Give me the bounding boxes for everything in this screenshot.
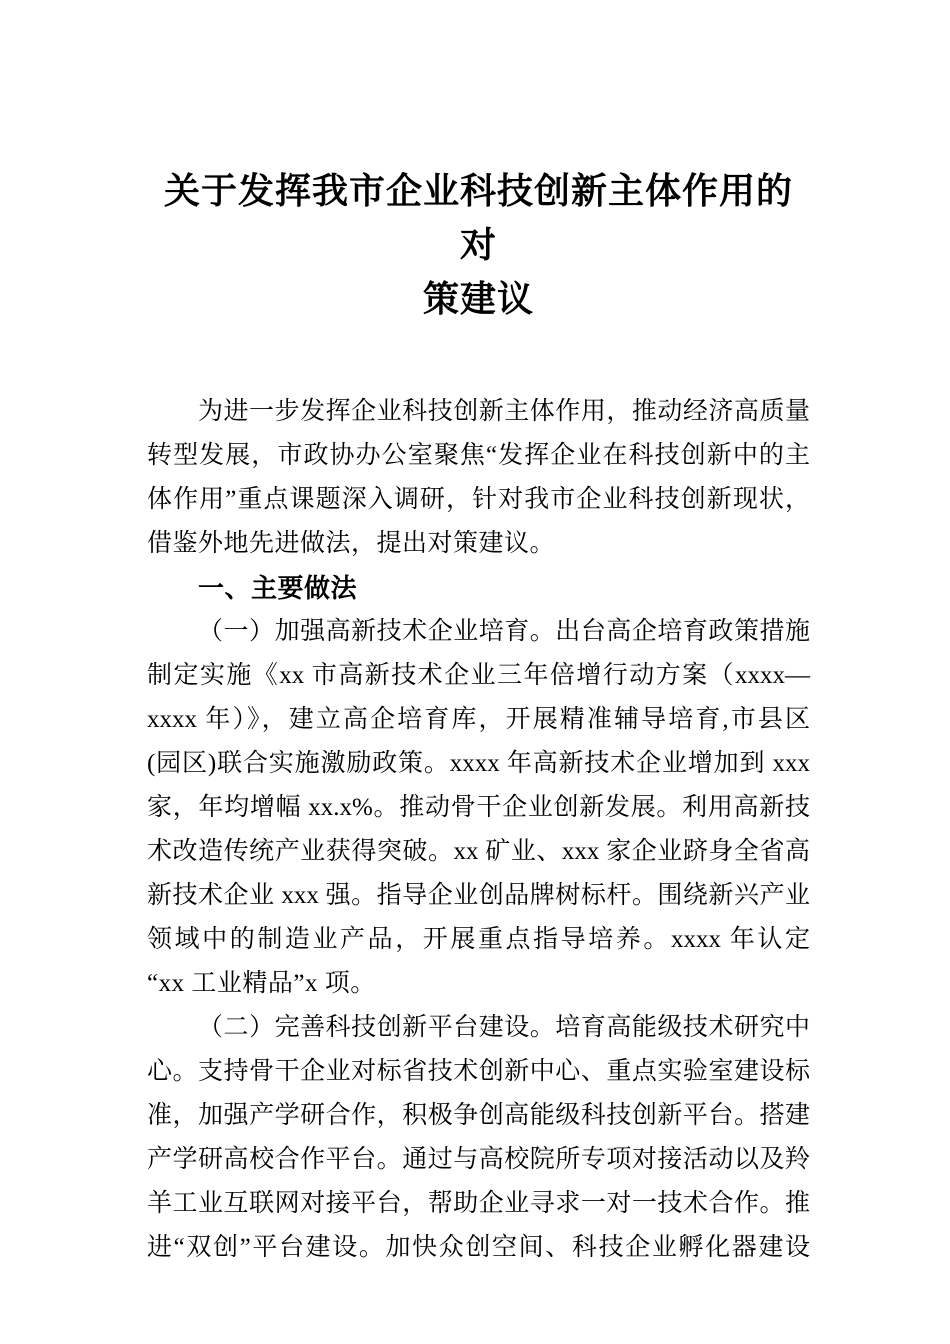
paragraph [147,610,810,1006]
text-line: 制定实施《xx 市高新技术企业三年倍增行动方案（xxxx— [147,662,810,689]
text-line: 术改造传统产业获得突破。xx 矿业、xxx 家企业跻身全省高 [147,838,810,865]
text-line: 家，年均增幅 xx.x%。推动骨干企业创新发展。利用高新技 [147,794,810,821]
text-line: xxxx 年）》，建立高企培育库，开展精准辅导培育,市县区 [147,706,810,733]
text-line: 新技术企业 xxx 强。指导企业创品牌树标杆。围绕新兴产业 [147,882,810,909]
text-line: 准，加强产学研合作，积极争创高能级科技创新平台。搭建 [147,1102,810,1129]
text-line: （一）加强高新技术企业培育。出台高企培育政策措施 [198,618,810,645]
text-line: 羊工业互联网对接平台，帮助企业寻求一对一技术合作。推 [147,1190,810,1217]
text-line: 借鉴外地先进做法，提出对策建议。 [147,530,556,557]
text-line: (园区)联合实施激励政策。xxxx 年高新技术企业增加到 xxx [147,750,810,777]
paragraph [147,1006,810,1270]
document-title [147,164,810,326]
text-line: 体作用”重点课题深入调研，针对我市企业科技创新现状， [147,486,810,513]
document-title-line: 策建议 [422,279,534,319]
text-line: 心。支持骨干企业对标省技术创新中心、重点实验室建设标 [147,1058,810,1085]
section-heading: 一、主要做法 [198,573,358,603]
document-title-line: 关于发挥我市企业科技创新主体作用的对 [163,171,793,265]
text-line: 产学研高校合作平台。通过与高校院所专项对接活动以及羚 [147,1146,810,1173]
text-line: 转型发展，市政协办公室聚焦“发挥企业在科技创新中的主 [147,442,810,469]
paragraph [147,390,810,566]
text-line: 进“双创”平台建设。加快众创空间、科技企业孵化器建设 [147,1234,810,1261]
text-line: 为进一步发挥企业科技创新主体作用，推动经济高质量 [198,398,810,425]
text-line: 领域中的制造业产品，开展重点指导培养。xxxx 年认定 [147,926,810,953]
text-line: （二）完善科技创新平台建设。培育高能级技术研究中 [198,1014,810,1041]
document-content [147,164,810,1270]
document-body [147,390,810,1270]
text-line: “xx 工业精品”x 项。 [147,970,376,997]
